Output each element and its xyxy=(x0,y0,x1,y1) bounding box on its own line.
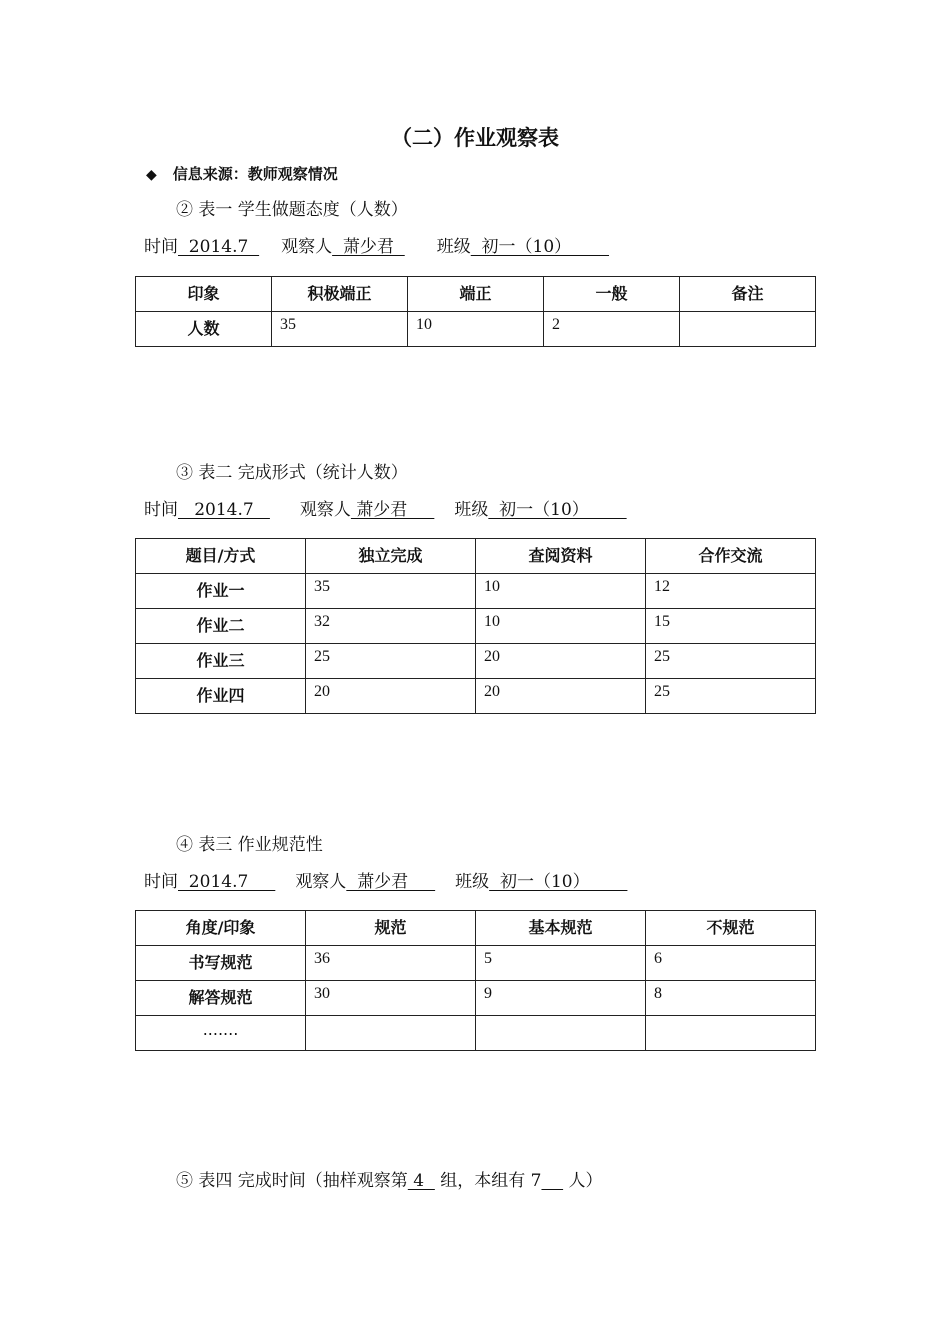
table-row xyxy=(136,312,816,347)
row-label-cell: 作业一 xyxy=(136,574,306,609)
header-cell: 题目/方式 xyxy=(136,539,306,574)
row-label-cell: 作业三 xyxy=(136,644,306,679)
header-cell: 角度/印象 xyxy=(136,911,306,946)
table-cell: 36 xyxy=(306,946,476,981)
observer-value: 萧少君 xyxy=(332,237,405,257)
group-count-blank xyxy=(541,1171,563,1191)
table-header-row xyxy=(136,911,816,946)
row-label-cell: 作业四 xyxy=(136,679,306,714)
time-label: 时间 xyxy=(144,872,178,892)
table-cell: 35 xyxy=(272,312,408,347)
observer-label: 观察人 xyxy=(281,237,333,257)
row-label-cell: 作业二 xyxy=(136,609,306,644)
table1-caption: ② 表一 学生做题态度（人数） xyxy=(176,200,408,220)
class-label: 班级 xyxy=(455,872,490,892)
info-source-line xyxy=(146,163,338,184)
attitude-table xyxy=(135,276,816,347)
table-cell: 25 xyxy=(646,644,816,679)
table-cell: 30 xyxy=(306,981,476,1016)
table-cell: 20 xyxy=(306,679,476,714)
table-header-row xyxy=(136,539,816,574)
row-label-cell: 书写规范 xyxy=(136,946,306,981)
class-value: 初一（10） xyxy=(489,872,628,892)
table-cell xyxy=(476,1016,646,1051)
table-cell: 10 xyxy=(476,574,646,609)
header-cell: 规范 xyxy=(306,911,476,946)
row-label-cell: 人数 xyxy=(136,312,272,347)
table4-caption xyxy=(176,1166,603,1191)
table-cell xyxy=(646,1016,816,1051)
observer-label: 观察人 xyxy=(299,500,351,520)
header-cell: 端正 xyxy=(408,277,544,312)
table-cell: 5 xyxy=(476,946,646,981)
header-cell: 一般 xyxy=(544,277,680,312)
page-title: （二）作业观察表 xyxy=(391,126,559,150)
table-cell: 25 xyxy=(646,679,816,714)
table4-caption-pre: ⑤ 表四 完成时间（抽样观察第 xyxy=(176,1171,408,1191)
table-cell xyxy=(306,1016,476,1051)
time-value: 2014.7 xyxy=(178,237,260,257)
time-label: 时间 xyxy=(144,237,178,257)
group-number: 4 xyxy=(407,1171,435,1191)
table-cell: 10 xyxy=(408,312,544,347)
table2-caption: ③ 表二 完成形式（统计人数） xyxy=(176,463,408,483)
completion-form-table xyxy=(135,538,816,714)
table-cell: 12 xyxy=(646,574,816,609)
table3-caption: ④ 表三 作业规范性 xyxy=(176,835,323,855)
table-cell: 10 xyxy=(476,609,646,644)
homework-standard-table xyxy=(135,910,816,1051)
time-value: 2014.7 xyxy=(178,872,276,892)
info-source-text: 信息来源：教师观察情况 xyxy=(172,165,338,183)
table-row xyxy=(136,981,816,1016)
class-label: 班级 xyxy=(454,500,489,520)
table-cell: 35 xyxy=(306,574,476,609)
time-value: 2014.7 xyxy=(178,500,270,520)
table-cell: 25 xyxy=(306,644,476,679)
observer-value: 萧少君 xyxy=(350,500,435,520)
header-cell: 基本规范 xyxy=(476,911,646,946)
observer-value: 萧少君 xyxy=(346,872,436,892)
table-row xyxy=(136,609,816,644)
table2-meta xyxy=(144,495,627,520)
class-value: 初一（10） xyxy=(470,237,610,257)
table4-caption-mid: 组，本组有 7 xyxy=(434,1171,542,1191)
time-label: 时间 xyxy=(144,500,178,520)
table-cell: 32 xyxy=(306,609,476,644)
table-row xyxy=(136,946,816,981)
table-row xyxy=(136,644,816,679)
header-cell: 印象 xyxy=(136,277,272,312)
header-cell: 合作交流 xyxy=(646,539,816,574)
header-cell: 查阅资料 xyxy=(476,539,646,574)
table-cell: 9 xyxy=(476,981,646,1016)
table-row xyxy=(136,1016,816,1051)
header-cell: 不规范 xyxy=(646,911,816,946)
table-cell: 8 xyxy=(646,981,816,1016)
table-cell xyxy=(680,312,816,347)
table3-meta xyxy=(144,867,627,892)
table-cell: 20 xyxy=(476,679,646,714)
class-value: 初一（10） xyxy=(488,500,627,520)
table-cell: 6 xyxy=(646,946,816,981)
table-cell: 15 xyxy=(646,609,816,644)
table-row xyxy=(136,574,816,609)
header-cell: 备注 xyxy=(680,277,816,312)
class-label: 班级 xyxy=(436,237,471,257)
row-label-cell: ....... xyxy=(136,1016,306,1051)
table-cell: 2 xyxy=(544,312,680,347)
table-header-row xyxy=(136,277,816,312)
header-cell: 积极端正 xyxy=(272,277,408,312)
header-cell: 独立完成 xyxy=(306,539,476,574)
observer-label: 观察人 xyxy=(295,872,347,892)
table4-caption-post: 人） xyxy=(563,1171,603,1191)
diamond-bullet-icon: ◆ xyxy=(146,167,157,183)
table-row xyxy=(136,679,816,714)
table1-meta xyxy=(144,232,609,257)
table-cell: 20 xyxy=(476,644,646,679)
row-label-cell: 解答规范 xyxy=(136,981,306,1016)
